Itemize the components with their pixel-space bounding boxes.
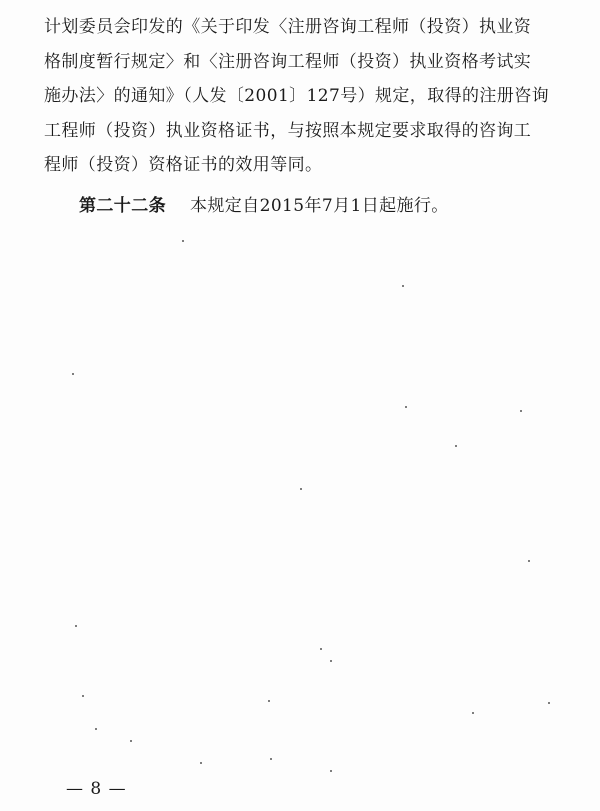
body-paragraph [44, 10, 564, 183]
scan-speck [82, 695, 84, 697]
scan-speck [520, 410, 522, 412]
scan-speck [320, 648, 322, 650]
article-text: 本规定自2015年7月1日起施行。 [190, 196, 449, 216]
scan-speck [330, 770, 332, 772]
scan-speck [528, 560, 530, 562]
paragraph-line: 计划委员会印发的《关于印发〈注册咨询工程师（投资）执业资 [44, 17, 532, 37]
article-number: 第二十二条 [79, 196, 166, 216]
paragraph-line: 工程师（投资）执业资格证书，与按照本规定要求取得的咨询工 [44, 120, 532, 141]
scan-speck [130, 740, 132, 742]
paragraph-line: 施办法〉的通知》（人发〔2001〕127号）规定，取得的注册咨询 [44, 86, 550, 106]
scan-speck [455, 445, 457, 447]
scan-speck [300, 488, 302, 490]
scan-speck [405, 406, 407, 408]
scan-speck [330, 660, 332, 662]
paragraph-line: 格制度暂行规定〉和〈注册咨询工程师（投资）执业资格考试实 [44, 51, 532, 72]
scan-speck [402, 285, 404, 287]
scan-speck [182, 240, 184, 242]
article-22 [79, 191, 449, 216]
scan-speck [270, 758, 272, 760]
scan-speck [95, 728, 97, 730]
scan-speck [548, 702, 550, 704]
scan-speck [75, 625, 77, 627]
scan-speck [72, 373, 74, 375]
page-number: — 8 — [66, 779, 127, 799]
scan-speck [472, 712, 474, 714]
scan-speck [200, 762, 202, 764]
paragraph-line: 程师（投资）资格证书的效用等同。 [44, 155, 323, 175]
scan-speck [268, 700, 270, 702]
